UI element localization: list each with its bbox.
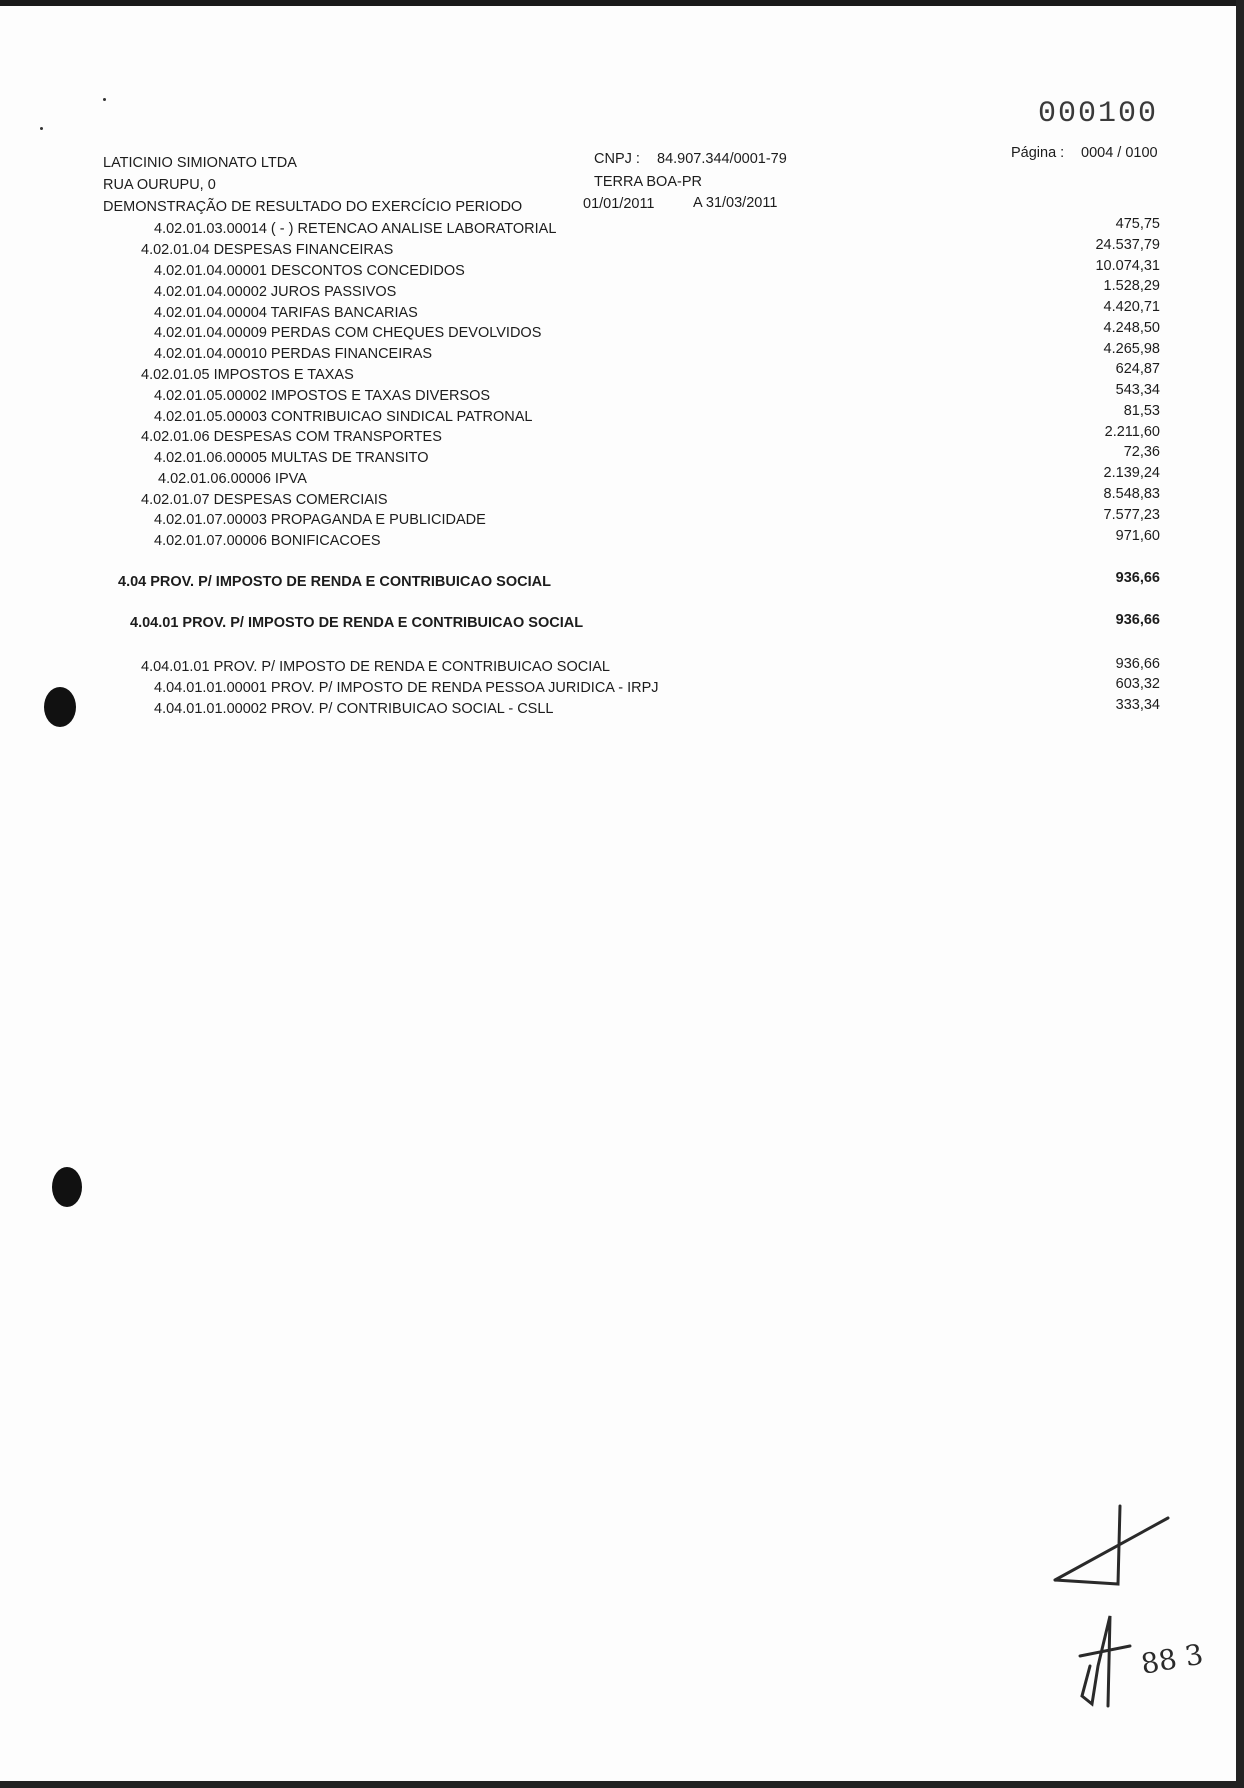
account-row-value: 81,53 (1123, 403, 1160, 419)
report-title: DEMONSTRAÇÃO DE RESULTADO DO EXERCÍCIO PERIODO (103, 199, 523, 215)
cnpj-value: 84.907.344/0001-79 (657, 151, 787, 167)
period-start: 01/01/2011 (583, 196, 655, 212)
punch-hole (52, 1167, 82, 1207)
section-total: 936,66 (1115, 612, 1160, 628)
account-row-value: 624,87 (1115, 361, 1160, 377)
account-row-value: 4.265,98 (1103, 341, 1160, 357)
handwritten-marks: 88 3 (1138, 1637, 1206, 1681)
account-row-value: 7.577,23 (1103, 507, 1160, 523)
page-label: Página : (1011, 145, 1065, 161)
scan-speck (103, 98, 106, 101)
account-row-label: 4.02.01.07.00003 PROPAGANDA E PUBLICIDADE (154, 512, 486, 528)
section-heading: 4.04.01 PROV. P/ IMPOSTO DE RENDA E CONTRIBUICAO SOCIAL (130, 615, 584, 631)
account-row-value: 971,60 (1115, 528, 1160, 544)
account-row-label: 4.02.01.07 DESPESAS COMERCIAIS (141, 492, 388, 508)
city: TERRA BOA-PR (594, 174, 702, 190)
account-row-label: 4.02.01.04 DESPESAS FINANCEIRAS (141, 242, 394, 258)
account-row-label: 4.02.01.03.00014 ( - ) RETENCAO ANALISE LABORATORIAL (154, 221, 557, 237)
account-row-label: 4.02.01.05.00002 IMPOSTOS E TAXAS DIVERSOS (154, 388, 491, 404)
account-row-value: 10.074,31 (1095, 258, 1160, 274)
account-row-value: 4.248,50 (1103, 320, 1160, 336)
period-end: A 31/03/2011 (693, 195, 778, 211)
account-row-value: 543,34 (1115, 382, 1160, 398)
account-row-value: 475,75 (1115, 216, 1160, 232)
account-row-label: 4.02.01.04.00001 DESCONTOS CONCEDIDOS (154, 263, 465, 279)
account-row-value: 24.537,79 (1095, 237, 1160, 253)
account-row-value: 603,32 (1115, 676, 1160, 692)
account-row-value: 8.548,83 (1103, 486, 1160, 502)
scan-speck (40, 127, 43, 130)
punch-hole (44, 687, 76, 727)
company-name: LATICINIO SIMIONATO LTDA (103, 155, 297, 171)
account-row-label: 4.04.01.01.00002 PROV. P/ CONTRIBUICAO SOCIAL - CSLL (154, 701, 554, 717)
document-page (0, 6, 1236, 1781)
account-row-label: 4.02.01.04.00010 PERDAS FINANCEIRAS (154, 346, 433, 362)
account-row-value: 1.528,29 (1103, 278, 1160, 294)
cnpj-label: CNPJ : (594, 151, 640, 167)
account-row-value: 333,34 (1115, 697, 1160, 713)
account-row-value: 936,66 (1115, 656, 1160, 672)
page-stamp-number: 000100 (1038, 97, 1159, 131)
account-row-value: 72,36 (1123, 444, 1160, 460)
page-number: 0004 / 0100 (1081, 145, 1158, 161)
account-row-label: 4.02.01.07.00006 BONIFICACOES (154, 533, 381, 549)
company-address: RUA OURUPU, 0 (103, 177, 216, 193)
section-heading: 4.04 PROV. P/ IMPOSTO DE RENDA E CONTRIBUICAO SOCIAL (118, 574, 551, 590)
account-row-label: 4.02.01.05 IMPOSTOS E TAXAS (141, 367, 354, 383)
account-row-label: 4.02.01.06.00005 MULTAS DE TRANSITO (154, 450, 429, 466)
account-row-label: 4.02.01.06.00006 IPVA (158, 471, 307, 487)
account-row-label: 4.02.01.06 DESPESAS COM TRANSPORTES (141, 429, 442, 445)
section-total: 936,66 (1115, 570, 1160, 586)
scan-border (1236, 0, 1244, 1788)
scan-border (0, 1781, 1244, 1788)
account-row-label: 4.02.01.05.00003 CONTRIBUICAO SINDICAL PATRONAL (154, 409, 533, 425)
account-row-value: 2.139,24 (1103, 465, 1160, 481)
account-row-label: 4.02.01.04.00009 PERDAS COM CHEQUES DEVOLVIDOS (154, 325, 542, 341)
account-row-label: 4.04.01.01 PROV. P/ IMPOSTO DE RENDA E CONTRIBUICAO SOCIAL (141, 659, 610, 675)
account-row-label: 4.04.01.01.00001 PROV. P/ IMPOSTO DE RENDA PESSOA JURIDICA - IRPJ (154, 680, 659, 696)
account-row-label: 4.02.01.04.00004 TARIFAS BANCARIAS (154, 305, 418, 321)
account-row-value: 4.420,71 (1103, 299, 1160, 315)
account-row-label: 4.02.01.04.00002 JUROS PASSIVOS (154, 284, 397, 300)
account-row-value: 2.211,60 (1104, 424, 1160, 440)
handwritten-signature (1050, 1496, 1206, 1746)
